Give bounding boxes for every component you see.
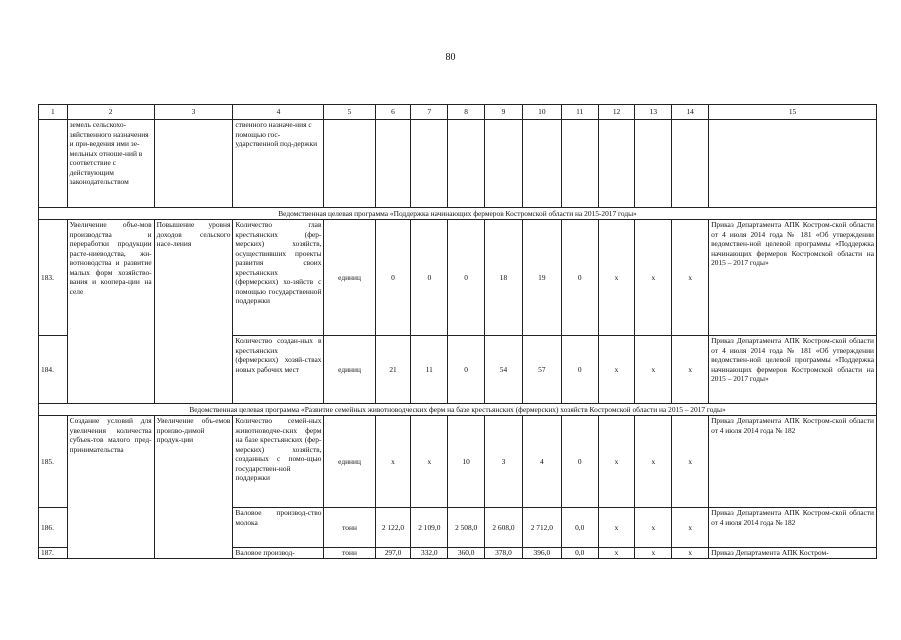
value-cell: х (598, 220, 635, 336)
value-cell: 2 712,0 (522, 508, 561, 548)
unit-cell: тонн (324, 508, 375, 548)
value-cell: х (375, 416, 411, 508)
row-number: 184. (39, 336, 68, 404)
header-cell: 5 (324, 105, 375, 120)
goal-cell: Увеличение объе-мов производства и переработки продукции расте-ниеводства, жи-вотноводства и развитие малых форм хозяйство-вания и коопера-ции на селе (67, 220, 154, 404)
value-cell: х (635, 220, 672, 336)
value-cell: 0 (561, 336, 598, 404)
unit-cell: единиц (324, 416, 375, 508)
value-cell: 10 (448, 416, 485, 508)
row-number: 185. (39, 416, 68, 508)
value-cell: 3 (485, 416, 523, 508)
document-cell: Приказ Департамента АПК Костром-ской области от 4 июля 2014 года № 182 (709, 416, 877, 508)
section-row (39, 208, 877, 220)
value-cell: х (672, 220, 709, 336)
indicator-cell: Количество семей-ных животноводче-ских ферм на базе крестьянских (фер-мерских) хозяйств, созданных с помо-щью государствен-ной поддержки (233, 416, 324, 508)
task-cell: Увеличение объ-емов произво-димой продук-ции (154, 416, 233, 559)
header-cell: 10 (522, 105, 561, 120)
value-cell: 57 (522, 336, 561, 404)
header-cell: 4 (233, 105, 324, 120)
section-row (39, 404, 877, 416)
document-cell: Приказ Департамента АПК Костром- (709, 548, 877, 559)
value-cell: 0 (448, 336, 485, 404)
unit-cell: единиц (324, 220, 375, 336)
indicator-cell: Валовое производ-ство молока (233, 508, 324, 548)
value-cell: 0 (411, 220, 448, 336)
indicator-cell: Валовое производ- (233, 548, 324, 559)
value-cell: 19 (522, 220, 561, 336)
header-cell: 2 (67, 105, 154, 120)
value-cell: х (635, 416, 672, 508)
document-cell: Приказ Департамента АПК Костром-ской области от 4 июля 2014 года № 182 (709, 508, 877, 548)
indicator-cell: ственного назначе-ния с помощью гос-ударственной под-держки (233, 120, 324, 208)
value-cell: 4 (522, 416, 561, 508)
header-cell: 9 (485, 105, 523, 120)
value-cell: х (598, 416, 635, 508)
value-cell: 0 (561, 220, 598, 336)
value-cell: 2 608,0 (485, 508, 523, 548)
value-cell: 0 (448, 220, 485, 336)
unit-cell: тонн (324, 548, 375, 559)
value-cell: 2 122,0 (375, 508, 411, 548)
document-cell: Приказ Департамента АПК Костром-ской области от 4 июля 2014 года № 181 «Об утверждении ведомствен-ной целевой программы «Поддержка начинающих фермеров Костромской области на 2015 – 2017 годы» (709, 336, 877, 404)
value-cell: 396,0 (522, 548, 561, 559)
row-number: 186. (39, 508, 68, 548)
header-cell: 15 (709, 105, 877, 120)
header-cell: 12 (598, 105, 635, 120)
value-cell: 21 (375, 336, 411, 404)
continuation-row (39, 120, 877, 208)
row-number: 187. (39, 548, 68, 559)
value-cell: 378,0 (485, 548, 523, 559)
value-cell: х (635, 508, 672, 548)
header-cell: 14 (672, 105, 709, 120)
value-cell: х (672, 508, 709, 548)
page-number: 80 (445, 52, 456, 63)
value-cell: х (598, 508, 635, 548)
value-cell: 54 (485, 336, 523, 404)
indicators-table (38, 104, 877, 559)
value-cell: х (672, 416, 709, 508)
indicator-cell: Количество глав крестьянских (фер-мерских) хозяйств, осуществивших проекты развития своих крестьянских (фермерских) хо-зяйств с помощью государственной поддержки (233, 220, 324, 336)
value-cell: 332,0 (411, 548, 448, 559)
value-cell: 0 (375, 220, 411, 336)
value-cell: 0 (561, 416, 598, 508)
value-cell: х (598, 336, 635, 404)
header-cell: 8 (448, 105, 485, 120)
row-number: 183. (39, 220, 68, 336)
value-cell: х (635, 548, 672, 559)
header-cell: 11 (561, 105, 598, 120)
value-cell: 0,0 (561, 548, 598, 559)
value-cell: 360,0 (448, 548, 485, 559)
table-row (39, 416, 877, 508)
unit-cell: единиц (324, 336, 375, 404)
value-cell: 18 (485, 220, 523, 336)
value-cell: х (598, 548, 635, 559)
value-cell: 2 109,0 (411, 508, 448, 548)
value-cell: х (411, 416, 448, 508)
section-title: Ведомственная целевая программа «Развитие семейных животноводческих ферм на базе крестьянских (фермерских) хозяйств Костромской области на 2015 – 2017 годы» (39, 404, 877, 416)
value-cell: 11 (411, 336, 448, 404)
goal-cell: земель сельскохо-зяйственного назначения и при-ведения ими зе-мельных отноше-ний в соответствие с действующим законодательством (67, 120, 154, 208)
value-cell: 2 508,0 (448, 508, 485, 548)
value-cell: 0,0 (561, 508, 598, 548)
header-cell: 3 (154, 105, 233, 120)
value-cell: х (635, 336, 672, 404)
table-row (39, 220, 877, 336)
task-cell: Повышение уровня доходов сельского насе-ления (154, 220, 233, 404)
header-row (39, 105, 877, 120)
header-cell: 1 (39, 105, 68, 120)
value-cell: х (672, 336, 709, 404)
header-cell: 13 (635, 105, 672, 120)
goal-cell: Создание условий для увеличения количества субъек-тов малого пред-принимательства (67, 416, 154, 559)
header-cell: 7 (411, 105, 448, 120)
section-title: Ведомственная целевая программа «Поддержка начинающих фермеров Костромской области на 2015-2017 годы» (39, 208, 877, 220)
document-cell: Приказ Департамента АПК Костром-ской области от 4 июля 2014 года № 181 «Об утверждении ведомствен-ной целевой программы «Поддержка начинающих фермеров Костромской области на 2015 – 2017 годы» (709, 220, 877, 336)
header-cell: 6 (375, 105, 411, 120)
indicator-cell: Количество создан-ных в крестьянских (фермерских) хозяй-ствах новых рабочих мест (233, 336, 324, 404)
value-cell: 297,0 (375, 548, 411, 559)
value-cell: х (672, 548, 709, 559)
